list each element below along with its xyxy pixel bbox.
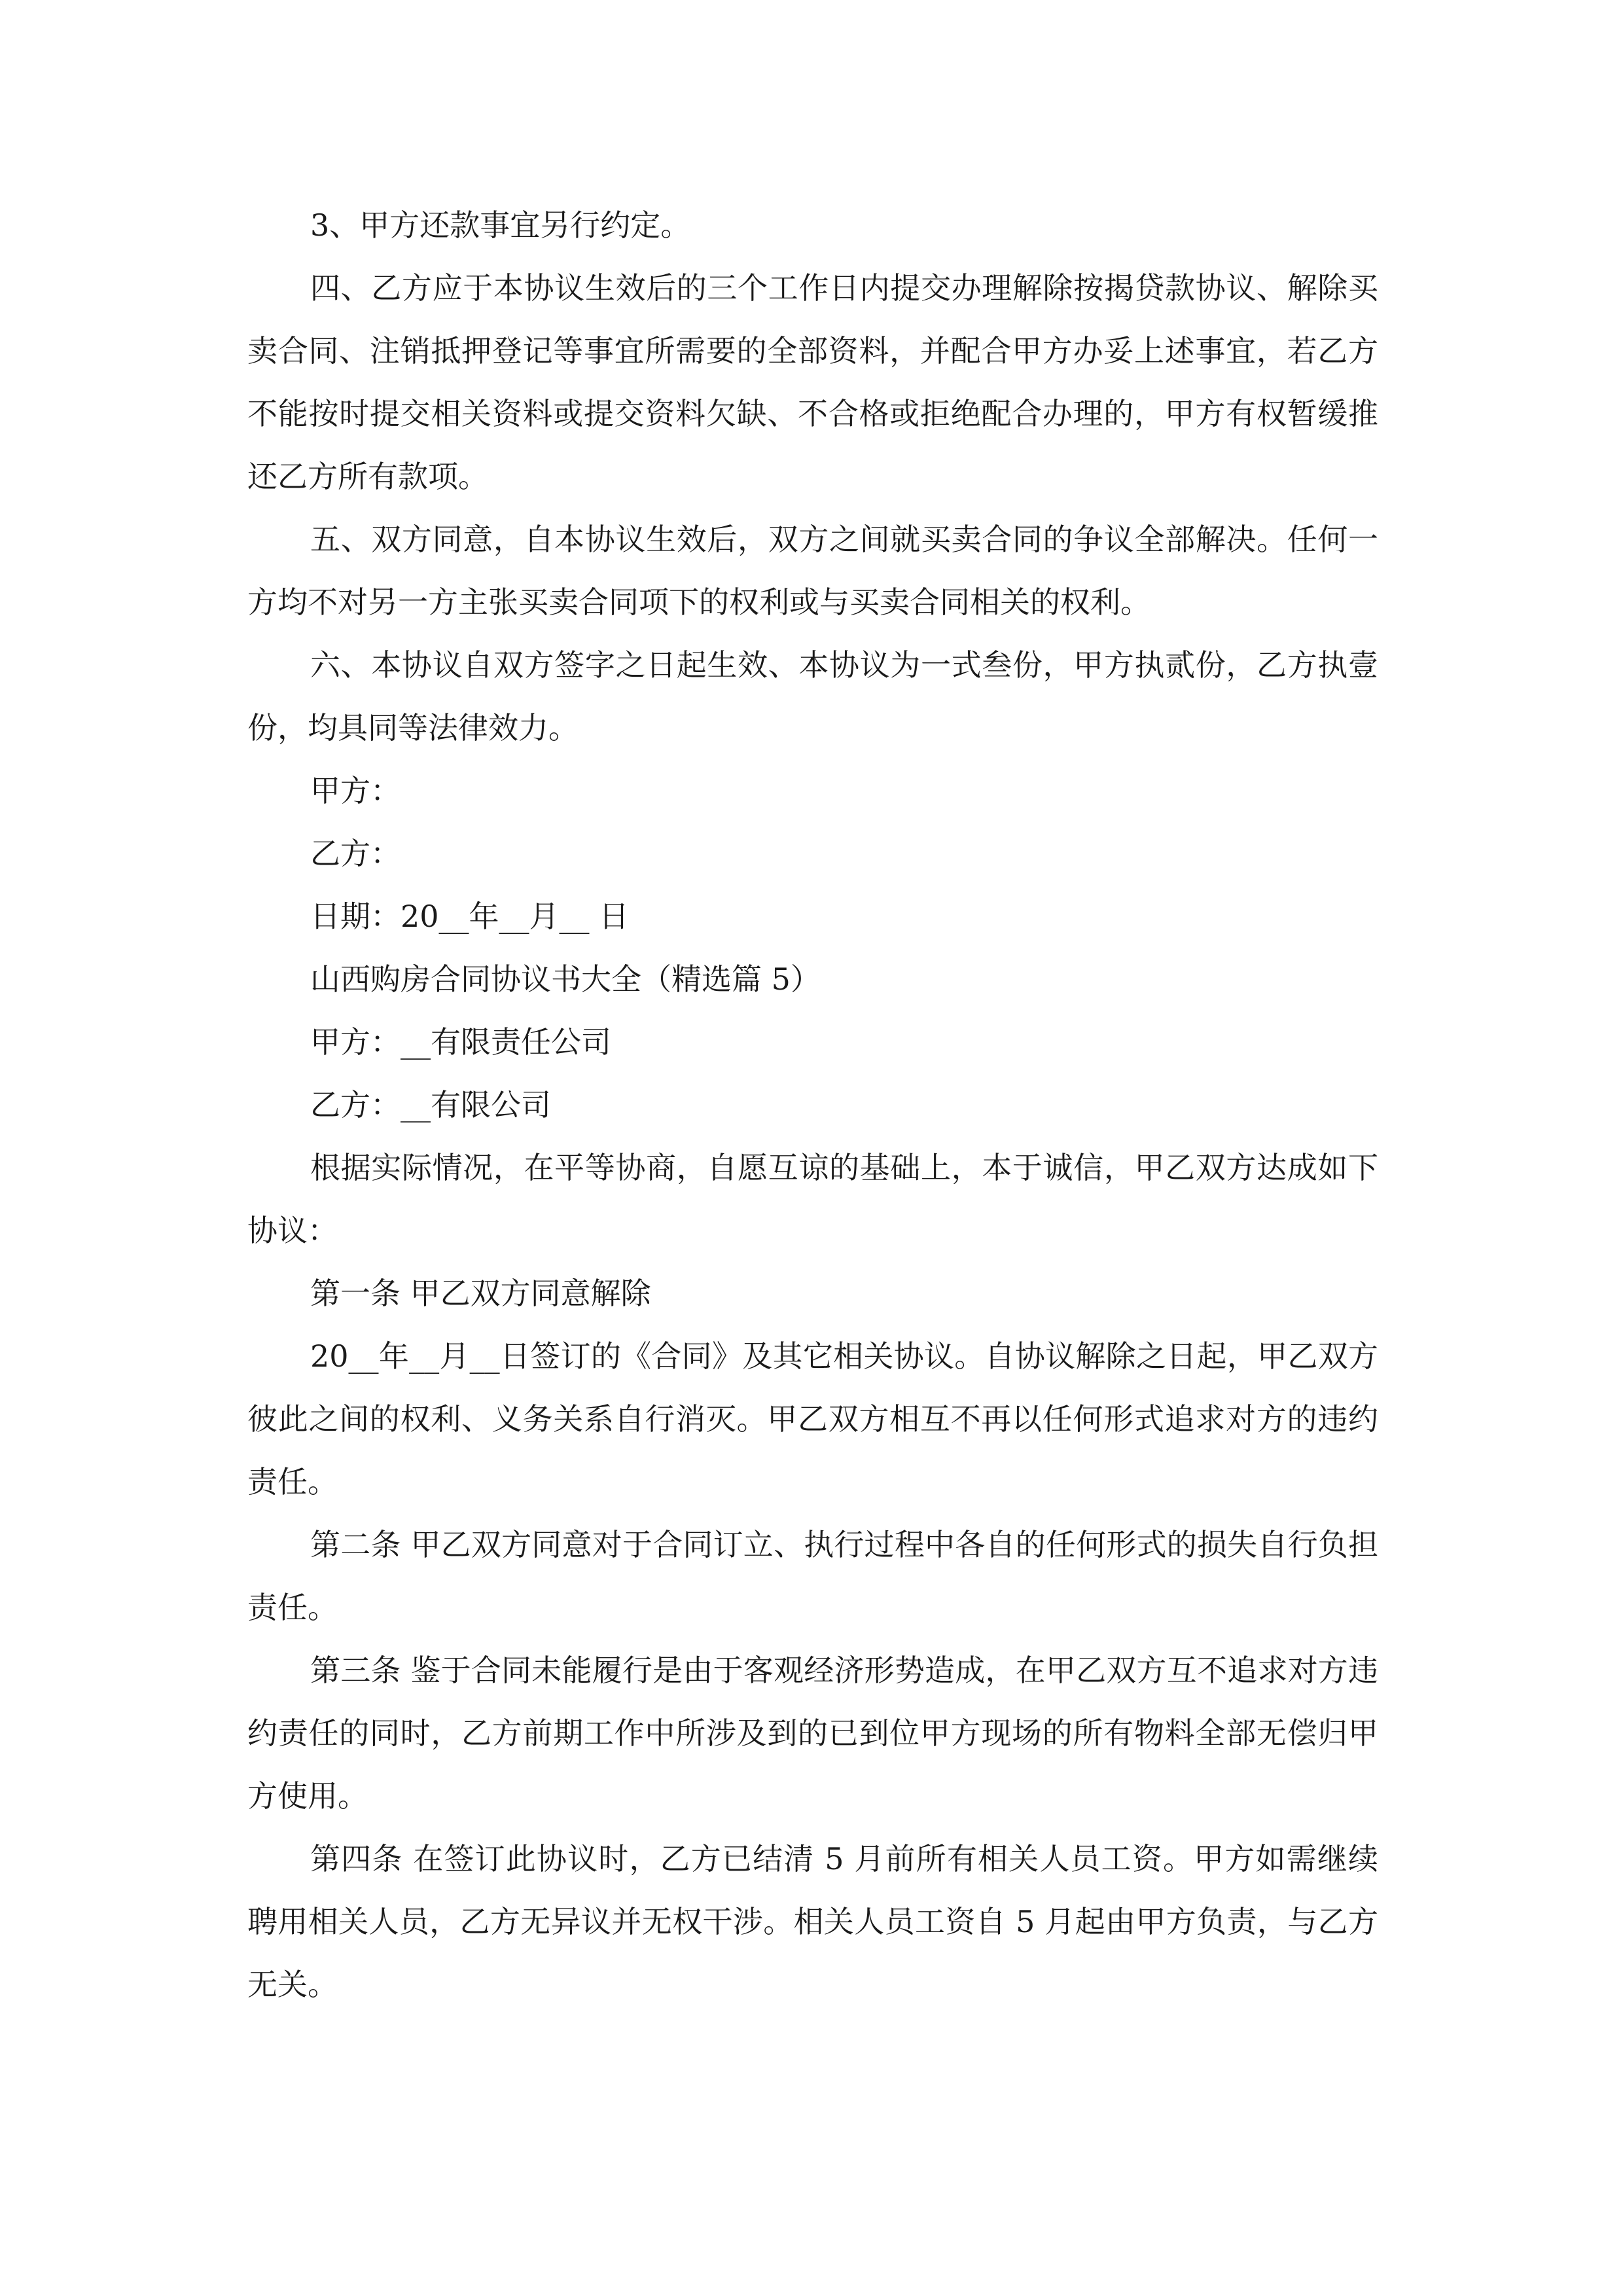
- party-b-name: 乙方：__有限公司: [310, 1087, 551, 1122]
- paragraph-clause-4: 四、乙方应于本协议生效后的三个工作日内提交办理解除按揭贷款协议、解除买卖合同、注销抵押登记等事宜所需要的全部资料，并配合甲方办妥上述事宜，若乙方不能按时提交相关资料或提交资料欠缺、不合格或拒绝配合办理的，甲方有权暂缓推还乙方所有款项。: [247, 270, 1378, 494]
- article-1-heading: 第一条 甲乙双方同意解除: [310, 1276, 651, 1311]
- paragraph-preamble: 根据实际情况，在平等协商，自愿互谅的基础上，本于诚信，甲乙双方达成如下协议：: [247, 1150, 1378, 1248]
- paragraph-clause-5: 五、双方同意，自本协议生效后，双方之间就买卖合同的争议全部解决。任何一方均不对另一方主张买卖合同项下的权利或与买卖合同相关的权利。: [247, 522, 1378, 620]
- article-1-body: 20__年__月__日签订的《合同》及其它相关协议。自协议解除之日起，甲乙双方彼此之间的权利、义务关系自行消灭。甲乙双方相互不再以任何形式追求对方的违约责任。: [247, 1338, 1378, 1499]
- paragraph-clause-6: 六、本协议自双方签字之日起生效、本协议为一式叁份，甲方执贰份，乙方执壹份，均具同等法律效力。: [247, 647, 1378, 745]
- section-title: 山西购房合同协议书大全（精选篇 5）: [310, 961, 821, 997]
- signature-party-b: 乙方：: [310, 836, 401, 871]
- paragraph-repayment: 3、甲方还款事宜另行约定。: [310, 207, 691, 243]
- article-3: 第三条 鉴于合同未能履行是由于客观经济形势造成，在甲乙双方互不追求对方违约责任的同时，乙方前期工作中所涉及到的已到位甲方现场的所有物料全部无偿归甲方使用。: [247, 1653, 1378, 1814]
- party-a-name: 甲方：__有限责任公司: [310, 1024, 611, 1060]
- signature-date: 日期：20__年__月__ 日: [310, 899, 630, 934]
- signature-party-a: 甲方：: [310, 773, 401, 808]
- article-4: 第四条 在签订此协议时，乙方已结清 5 月前所有相关人员工资。甲方如需继续聘用相关人员，乙方无异议并无权干涉。相关人员工资自 5 月起由甲方负责，与乙方无关。: [247, 1841, 1378, 2002]
- article-2: 第二条 甲乙双方同意对于合同订立、执行过程中各自的任何形式的损失自行负担责任。: [247, 1527, 1378, 1625]
- document-body: [247, 194, 1378, 2016]
